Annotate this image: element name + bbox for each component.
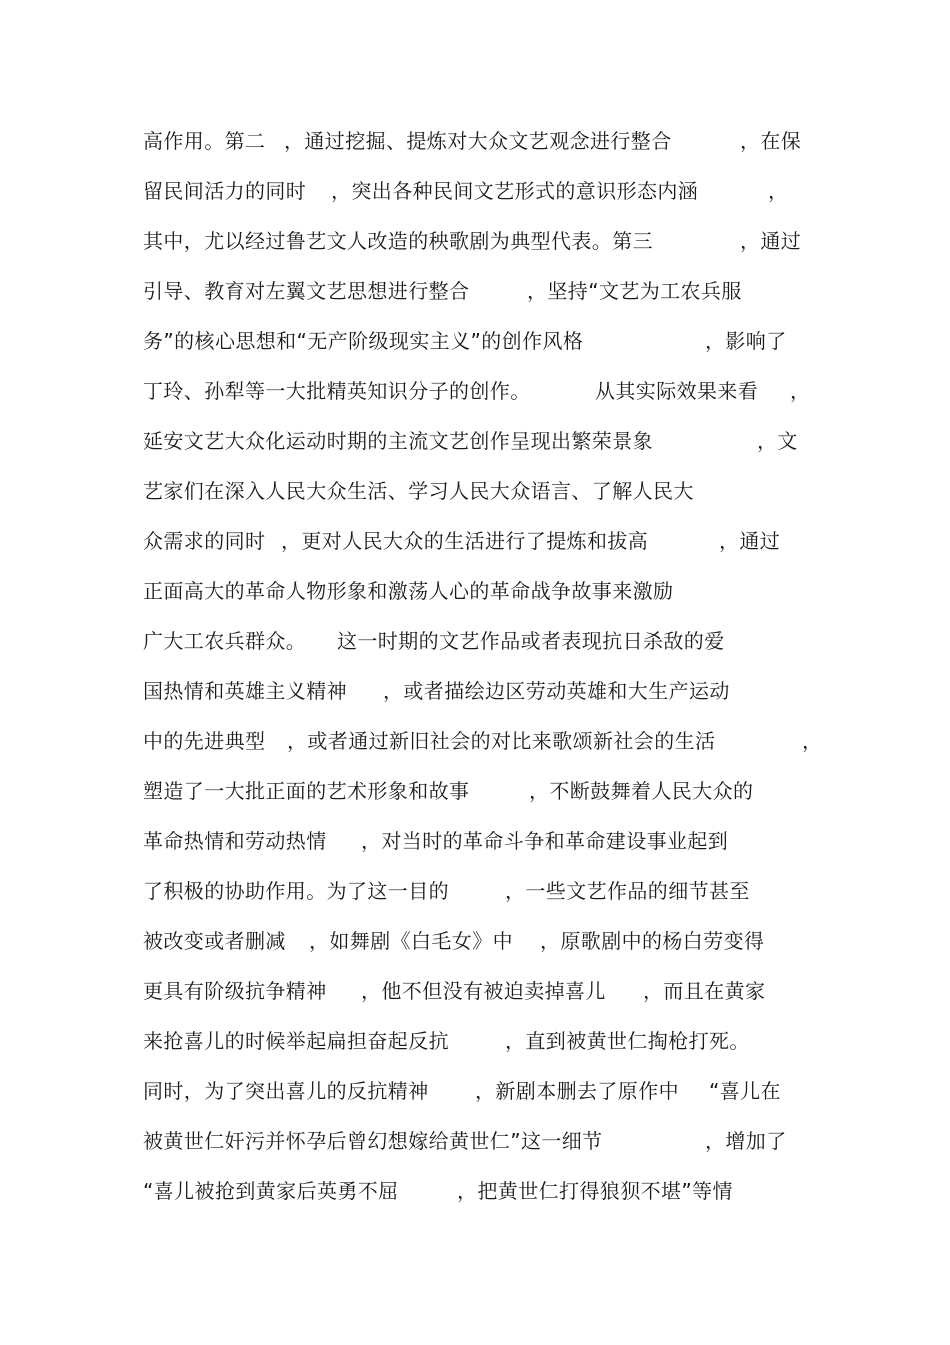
text-line [143, 776, 754, 806]
text-segment: 被改变或者删减 [143, 929, 286, 953]
text-line [143, 926, 765, 956]
text-line [143, 476, 694, 506]
text-segment: “喜儿在 [709, 1079, 781, 1103]
text-segment: ，如舞剧《白毛女》中 [309, 929, 513, 953]
text-segment: ，影响了 [705, 329, 787, 353]
text-line [143, 976, 766, 1006]
text-segment: 革命热情和劳动热情 [143, 829, 327, 853]
text-segment: 留民间活力的同时 [143, 179, 307, 203]
text-segment: 正面高大的革命人物形象和激荡人心的革命战争故事来激励 [143, 579, 674, 603]
text-line [143, 526, 781, 556]
text-segment: ， [790, 379, 811, 403]
text-segment: 广大工农兵群众。 [143, 629, 307, 653]
text-segment: 同时，为了突出喜儿的反抗精神 [143, 1079, 429, 1103]
text-line [143, 876, 750, 906]
text-segment: 被黄世仁奸污并怀孕后曾幻想嫁给黄世仁”这一细节 [143, 1129, 603, 1153]
text-segment: 丁玲、孙犁等一大批精英知识分子的创作。 [143, 379, 531, 403]
text-line [143, 326, 787, 356]
text-line [143, 226, 802, 256]
text-segment: ，文 [757, 429, 798, 453]
text-segment: ，通过 [740, 229, 802, 253]
text-segment: ，新剧本删去了原作中 [475, 1079, 679, 1103]
text-segment: ，更对人民大众的生活进行了提炼和拔高 [281, 529, 649, 553]
text-segment: ，不断鼓舞着人民大众的 [529, 779, 754, 803]
text-line [143, 126, 802, 156]
text-segment: ，通过 [719, 529, 781, 553]
text-segment: 高作用。第二 [143, 129, 266, 153]
text-line [143, 726, 823, 756]
text-segment: ，在保 [740, 129, 802, 153]
text-segment: ，把黄世仁打得狼狈不堪”等情 [457, 1179, 733, 1203]
text-segment: ，突出各种民间文艺形式的意识形态内涵 [331, 179, 699, 203]
text-segment: 这一时期的文艺作品或者表现抗日杀敌的爱 [337, 629, 725, 653]
text-segment: ，或者描绘边区劳动英雄和大生产运动 [383, 679, 730, 703]
text-segment: 引导、教育对左翼文艺思想进行整合 [143, 279, 470, 303]
text-segment: ， [802, 729, 823, 753]
text-segment: ，坚持“文艺为工农兵服 [527, 279, 742, 303]
text-segment: 中的先进典型 [143, 729, 266, 753]
text-segment: ，直到被黄世仁掏枪打死。 [505, 1029, 750, 1053]
text-line [143, 676, 730, 706]
text-line [143, 1076, 781, 1106]
text-segment: ，对当时的革命斗争和革命建设事业起到 [361, 829, 729, 853]
text-segment: ，原歌剧中的杨白劳变得 [540, 929, 765, 953]
text-segment: ，通过挖掘、提炼对大众文艺观念进行整合 [284, 129, 672, 153]
text-segment: ，增加了 [705, 1129, 787, 1153]
text-line [143, 626, 725, 656]
text-segment: 延安文艺大众化运动时期的主流文艺创作呈现出繁荣景象 [143, 429, 653, 453]
text-segment: “喜儿被抢到黄家后英勇不屈 [143, 1179, 399, 1203]
text-segment: 国热情和英雄主义精神 [143, 679, 347, 703]
text-segment: 了积极的协助作用。为了这一目的 [143, 879, 449, 903]
text-segment: 从其实际效果来看 [595, 379, 759, 403]
text-line [143, 1126, 787, 1156]
text-line [143, 176, 789, 206]
text-segment: ， [768, 179, 789, 203]
text-segment: 其中，尤以经过鲁艺文人改造的秧歌剧为典型代表。第三 [143, 229, 653, 253]
text-line [143, 1026, 750, 1056]
text-segment: ，而且在黄家 [643, 979, 766, 1003]
text-line [143, 426, 798, 456]
text-segment: ，他不但没有被迫卖掉喜儿 [361, 979, 606, 1003]
text-segment: 更具有阶级抗争精神 [143, 979, 327, 1003]
text-segment: 来抢喜儿的时候举起扁担奋起反抗 [143, 1029, 449, 1053]
text-segment: 艺家们在深入人民大众生活、学习人民大众语言、了解人民大 [143, 479, 694, 503]
text-line [143, 1176, 733, 1206]
text-segment: 务”的核心思想和“无产阶级现实主义”的创作风格 [143, 329, 584, 353]
text-line [143, 376, 811, 406]
text-segment: 众需求的同时 [143, 529, 266, 553]
text-segment: ，或者通过新旧社会的对比来歌颂新社会的生活 [287, 729, 716, 753]
text-line [143, 276, 742, 306]
text-line [143, 826, 729, 856]
text-line [143, 576, 674, 606]
text-segment: ，一些文艺作品的细节甚至 [505, 879, 750, 903]
text-segment: 塑造了一大批正面的艺术形象和故事 [143, 779, 470, 803]
